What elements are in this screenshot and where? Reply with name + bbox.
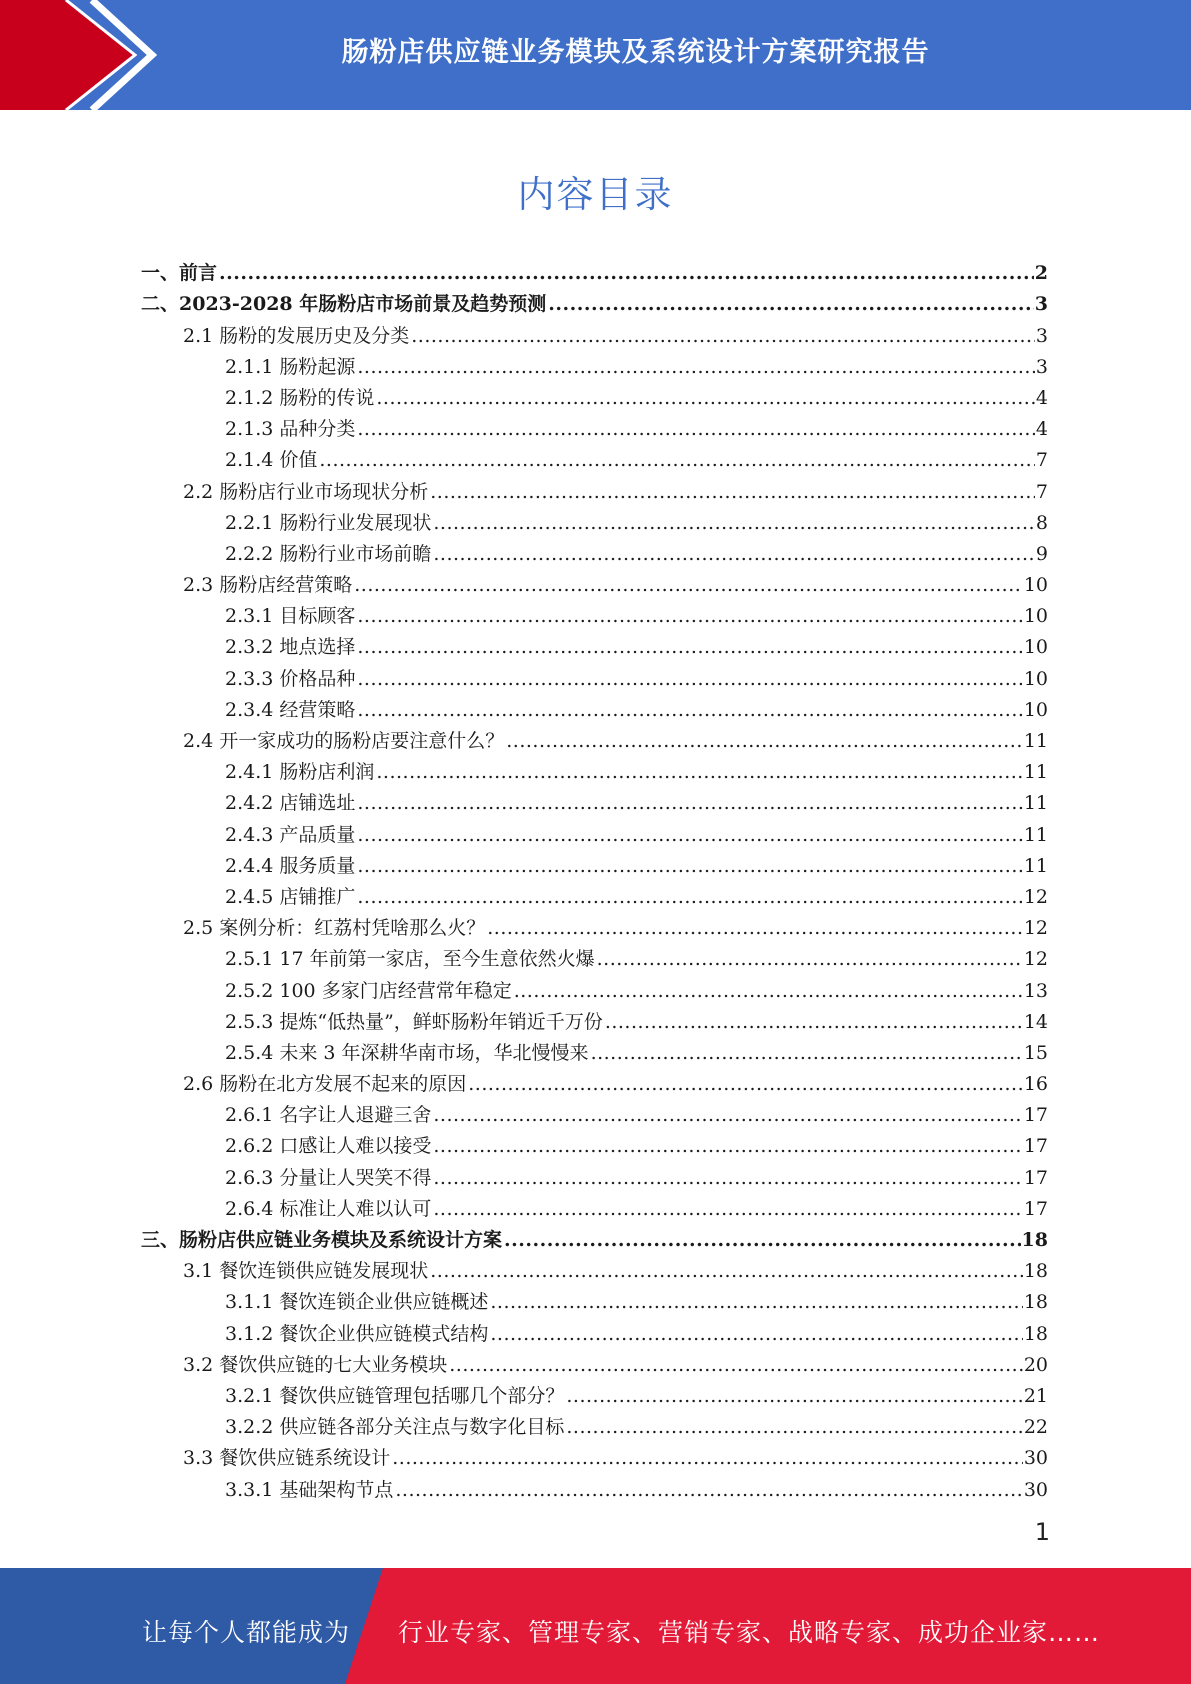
toc-entry[interactable] [141, 939, 1048, 970]
footer-slogan-right: 行业专家、管理专家、营销专家、战略专家、成功企业家…… [398, 1618, 1101, 1647]
toc-leader-dots [487, 917, 1023, 939]
toc-entry-page: 2 [1034, 262, 1048, 285]
toc-entry-page: 30 [1023, 1447, 1048, 1470]
toc-entry[interactable] [141, 1438, 1048, 1469]
toc-entry[interactable] [141, 970, 1048, 1001]
toc-leader-dots [468, 1073, 1023, 1095]
toc-entry[interactable] [141, 378, 1048, 409]
toc-entry-title: 2.6.2 口感让人难以接受 [225, 1135, 432, 1158]
toc-entry-title: 2.3 肠粉店经营策略 [183, 574, 353, 597]
toc-entry[interactable] [141, 1033, 1048, 1064]
toc-leader-dots [411, 325, 1035, 347]
table-of-contents [141, 253, 1048, 1501]
toc-entry-page: 30 [1023, 1478, 1048, 1501]
toc-entry-page: 15 [1023, 1041, 1048, 1064]
toc-leader-dots [395, 1479, 1022, 1501]
toc-entry-title: 2.6.3 分量让人哭笑不得 [225, 1166, 432, 1189]
toc-leader-dots [597, 948, 1023, 970]
toc-entry-title: 2.5 案例分析：红荔村凭啥那么火？ [183, 917, 486, 940]
toc-entry-page: 10 [1023, 574, 1048, 597]
toc-entry-title: 3.1.2 餐饮企业供应链模式结构 [225, 1322, 489, 1345]
toc-entry-title: 2.5.4 未来 3 年深耕华南市场，华北慢慢来 [225, 1041, 589, 1064]
toc-entry[interactable] [141, 315, 1048, 346]
toc-entry-title: 2.4.2 店铺选址 [225, 792, 356, 815]
toc-leader-dots [319, 449, 1035, 471]
toc-entry[interactable] [141, 1189, 1048, 1220]
toc-entry-title: 2.4 开一家成功的肠粉店要注意什么？ [183, 730, 505, 752]
toc-leader-dots [430, 1260, 1023, 1282]
toc-leader-dots [449, 1354, 1023, 1376]
toc-entry[interactable] [141, 347, 1048, 378]
toc-entry-page: 20 [1023, 1353, 1048, 1376]
toc-entry-title: 二、2023-2028 年肠粉店市场前景及趋势预测 [141, 293, 547, 316]
toc-entry-page: 13 [1023, 979, 1048, 1002]
footer-slogan-left: 让每个人都能成为 [142, 1618, 351, 1647]
toc-entry[interactable] [141, 1345, 1048, 1376]
toc-leader-dots [514, 980, 1023, 1002]
toc-entry-page: 17 [1023, 1197, 1048, 1220]
toc-entry-title: 2.2 肠粉店行业市场现状分析 [183, 480, 429, 503]
toc-entry-page: 17 [1023, 1104, 1048, 1127]
toc-entry[interactable] [141, 627, 1048, 658]
toc-entry[interactable] [141, 565, 1048, 596]
toc-leader-dots [433, 543, 1035, 565]
toc-entry-page: 10 [1023, 698, 1048, 721]
toc-entry-title: 2.1.1 肠粉起源 [225, 355, 356, 378]
toc-entry-page: 9 [1035, 542, 1048, 565]
toc-entry[interactable] [141, 846, 1048, 877]
toc-entry[interactable] [141, 1469, 1048, 1500]
toc-entry-title: 2.1.3 品种分类 [225, 418, 356, 441]
toc-entry-page: 16 [1023, 1073, 1048, 1096]
toc-leader-dots [357, 636, 1022, 658]
toc-leader-dots [357, 855, 1022, 877]
toc-leader-dots [605, 1011, 1023, 1033]
toc-entry[interactable] [141, 814, 1048, 845]
toc-entry-page: 4 [1035, 418, 1048, 441]
toc-entry-page: 18 [1021, 1229, 1048, 1251]
toc-entry-title: 2.2.2 肠粉行业市场前瞻 [225, 542, 432, 565]
toc-entry-page: 18 [1023, 1260, 1048, 1283]
toc-entry-page: 18 [1023, 1291, 1048, 1314]
toc-leader-dots [490, 1291, 1022, 1313]
toc-entry-page: 7 [1035, 480, 1048, 503]
toc-leader-dots [357, 824, 1022, 846]
toc-entry-page: 21 [1023, 1384, 1048, 1407]
toc-leader-dots [219, 262, 1034, 284]
toc-entry[interactable] [141, 253, 1048, 284]
toc-entry[interactable] [141, 1407, 1048, 1438]
toc-entry-page: 7 [1035, 449, 1048, 472]
toc-leader-dots [566, 1385, 1022, 1407]
toc-entry-title: 2.3.3 价格品种 [225, 667, 356, 690]
page-number: 1 [1034, 1518, 1050, 1546]
toc-entry-title: 2.1.2 肠粉的传说 [225, 386, 375, 409]
header-band [0, 0, 1191, 110]
toc-entry-title: 2.2.1 肠粉行业发展现状 [225, 511, 432, 534]
toc-leader-dots [433, 1135, 1022, 1157]
toc-entry[interactable] [141, 1220, 1048, 1251]
toc-entry-page: 17 [1023, 1166, 1048, 1189]
toc-entry-title: 2.4.4 服务质量 [225, 854, 356, 877]
toc-entry[interactable] [141, 471, 1048, 502]
toc-entry[interactable] [141, 409, 1048, 440]
toc-leader-dots [433, 1167, 1022, 1189]
toc-entry-title: 2.3.1 目标顾客 [225, 605, 356, 628]
toc-entry[interactable] [141, 783, 1048, 814]
toc-entry[interactable] [141, 534, 1048, 565]
toc-entry[interactable] [141, 752, 1048, 783]
toc-entry[interactable] [141, 440, 1048, 471]
toc-entry-title: 3.3 餐饮供应链系统设计 [183, 1447, 391, 1470]
toc-leader-dots [504, 1229, 1021, 1251]
toc-entry-title: 一、前言 [141, 262, 218, 285]
toc-entry-title: 2.1.4 价值 [225, 449, 318, 472]
toc-entry-title: 3.1.1 餐饮连锁企业供应链概述 [225, 1291, 489, 1314]
toc-entry-title: 2.4.1 肠粉店利润 [225, 761, 375, 784]
toc-leader-dots [433, 1198, 1022, 1220]
toc-entry-page: 10 [1023, 636, 1048, 659]
toc-leader-dots [357, 418, 1035, 440]
toc-entry[interactable] [141, 1126, 1048, 1157]
toc-entry-page: 11 [1023, 730, 1048, 752]
toc-entry-page: 3 [1035, 324, 1048, 347]
toc-leader-dots [357, 792, 1022, 814]
toc-entry[interactable] [141, 908, 1048, 939]
toc-entry-title: 3.2.1 餐饮供应链管理包括哪几个部分？ [225, 1384, 565, 1407]
toc-entry-page: 10 [1023, 667, 1048, 690]
toc-entry[interactable] [141, 658, 1048, 689]
toc-leader-dots [490, 1323, 1022, 1345]
toc-entry-page: 22 [1023, 1416, 1048, 1439]
toc-entry-title: 2.4.3 产品质量 [225, 823, 356, 846]
toc-entry-title: 2.1 肠粉的发展历史及分类 [183, 324, 410, 347]
toc-leader-dots [566, 1416, 1022, 1438]
footer-band [0, 1568, 1191, 1684]
toc-entry-title: 2.6 肠粉在北方发展不起来的原因 [183, 1073, 467, 1096]
toc-leader-dots [548, 293, 1034, 315]
toc-entry-page: 4 [1035, 386, 1048, 409]
toc-entry-title: 2.5.3 提炼“低热量”，鲜虾肠粉年销近千万份 [225, 1010, 603, 1033]
toc-entry-page: 17 [1023, 1135, 1048, 1158]
report-title: 肠粉店供应链业务模块及系统设计方案研究报告 [341, 37, 930, 68]
toc-entry-page: 8 [1035, 511, 1048, 534]
toc-entry-page: 11 [1023, 823, 1048, 846]
toc-entry[interactable] [141, 596, 1048, 627]
toc-entry-title: 2.6.1 名字让人退避三舍 [225, 1104, 432, 1127]
toc-entry-title: 2.5.1 17 年前第一家店，至今生意依然火爆 [225, 948, 595, 971]
toc-entry-title: 3.3.1 基础架构节点 [225, 1478, 394, 1501]
toc-entry[interactable] [141, 1095, 1048, 1126]
toc-entry-page: 3 [1035, 355, 1048, 378]
toc-entry-page: 12 [1023, 885, 1048, 908]
toc-entry[interactable] [141, 1002, 1048, 1033]
toc-leader-dots [433, 1104, 1022, 1126]
toc-entry[interactable] [141, 1282, 1048, 1313]
toc-entry-title: 三、肠粉店供应链业务模块及系统设计方案 [141, 1229, 503, 1251]
toc-entry[interactable] [141, 1064, 1048, 1095]
toc-entry[interactable] [141, 284, 1048, 315]
toc-entry-page: 3 [1034, 293, 1048, 316]
toc-entry[interactable] [141, 1157, 1048, 1188]
toc-entry-page: 18 [1023, 1322, 1048, 1345]
toc-leader-dots [357, 605, 1022, 627]
toc-entry-title: 3.1 餐饮连锁供应链发展现状 [183, 1260, 429, 1283]
toc-entry-title: 2.5.2 100 多家门店经营常年稳定 [225, 979, 512, 1002]
toc-leader-dots [357, 699, 1022, 721]
toc-leader-dots [430, 481, 1035, 503]
toc-entry-title: 3.2.2 供应链各部分关注点与数字化目标 [225, 1416, 565, 1439]
toc-entry-title: 2.3.4 经营策略 [225, 698, 356, 721]
toc-entry[interactable] [141, 1251, 1048, 1282]
toc-entry-title: 2.4.5 店铺推广 [225, 885, 356, 908]
toc-leader-dots [357, 668, 1022, 690]
toc-entry-page: 11 [1023, 761, 1048, 784]
toc-entry[interactable] [141, 690, 1048, 721]
toc-entry-page: 14 [1023, 1010, 1048, 1033]
toc-heading: 内容目录 [517, 173, 674, 216]
toc-entry[interactable] [141, 721, 1048, 752]
toc-entry-page: 11 [1023, 854, 1048, 877]
toc-entry-page: 12 [1023, 917, 1048, 940]
toc-entry-title: 3.2 餐饮供应链的七大业务模块 [183, 1353, 448, 1376]
toc-entry[interactable] [141, 877, 1048, 908]
toc-entry-page: 12 [1023, 948, 1048, 971]
toc-entry[interactable] [141, 503, 1048, 534]
toc-entry-page: 11 [1023, 792, 1048, 815]
toc-leader-dots [354, 574, 1023, 596]
toc-leader-dots [392, 1447, 1023, 1469]
toc-leader-dots [591, 1042, 1023, 1064]
toc-leader-dots [376, 761, 1022, 783]
toc-leader-dots [376, 387, 1035, 409]
toc-leader-dots [357, 886, 1022, 908]
toc-leader-dots [506, 730, 1023, 752]
toc-entry-title: 2.3.2 地点选择 [225, 636, 356, 659]
toc-entry[interactable] [141, 1376, 1048, 1407]
toc-entry-title: 2.6.4 标准让人难以认可 [225, 1197, 432, 1220]
toc-entry-page: 10 [1023, 605, 1048, 628]
toc-leader-dots [433, 512, 1035, 534]
toc-entry[interactable] [141, 1313, 1048, 1344]
toc-leader-dots [357, 356, 1035, 378]
